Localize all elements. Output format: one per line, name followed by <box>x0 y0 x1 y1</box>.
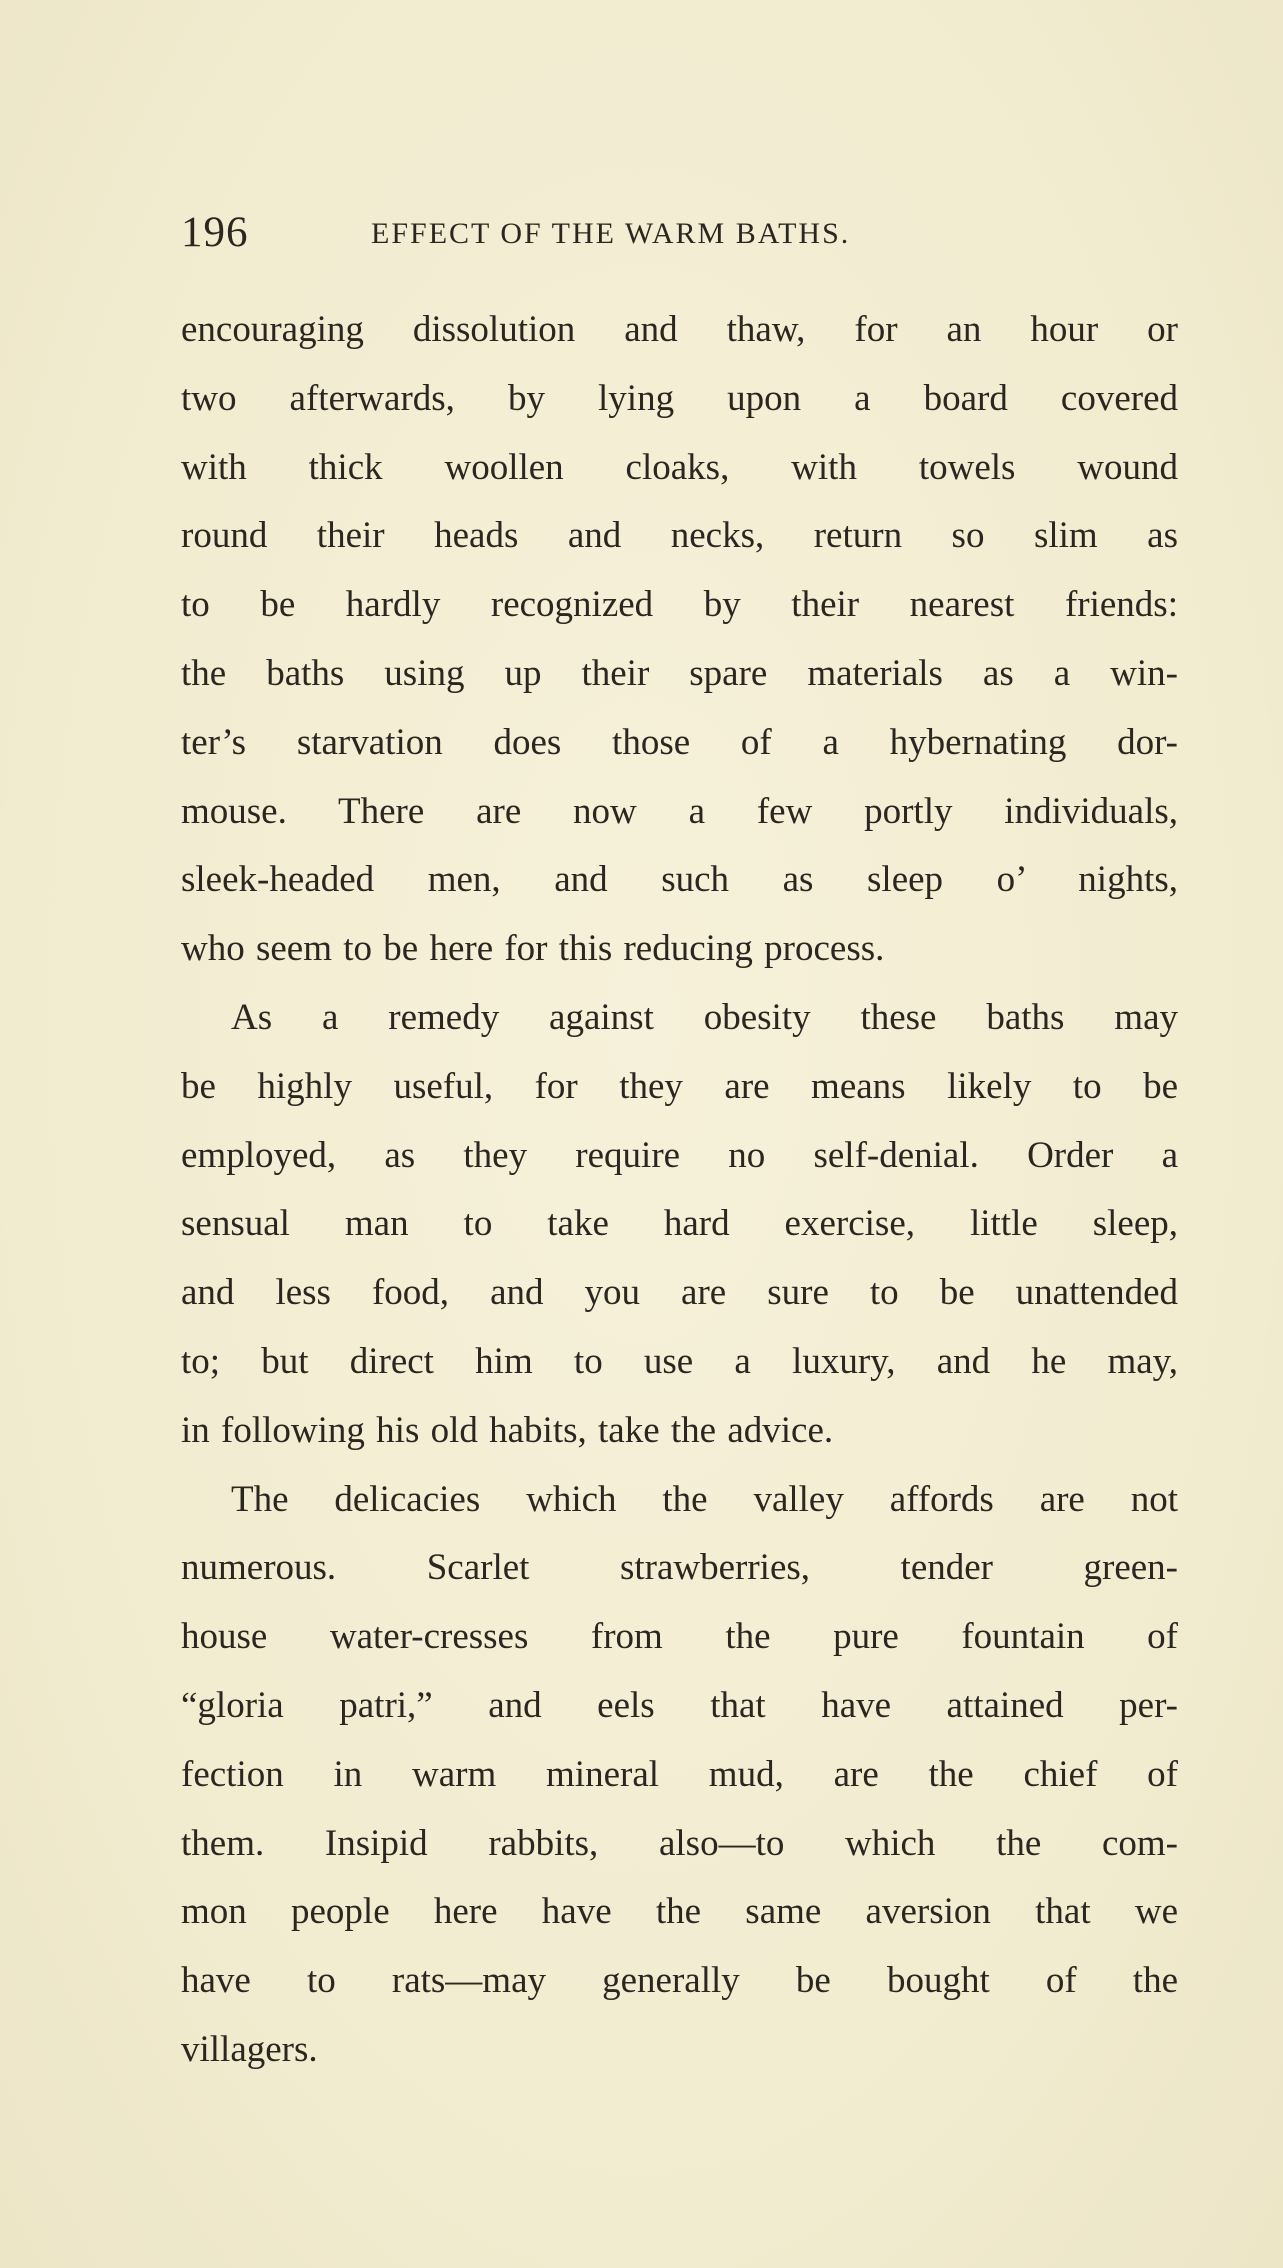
text-line: the baths using up their spare materials as a win- <box>181 652 1178 694</box>
text-line: two afterwards, by lying upon a board covered <box>181 377 1178 419</box>
text-line: mon people here have the same aversion that we <box>181 1891 1178 1933</box>
text-line: round their heads and necks, return so slim as <box>181 515 1178 557</box>
page-header <box>181 208 1181 268</box>
text-line: employed, as they require no self-denial. Order a <box>181 1134 1178 1176</box>
text-line: ter’s starvation does those of a hybernating dor- <box>181 721 1178 763</box>
text-line: to be hardly recognized by their nearest friends: <box>181 584 1178 626</box>
text-line: who seem to be here for this reducing process. <box>181 928 885 970</box>
text-line: be highly useful, for they are means likely to be <box>181 1065 1178 1107</box>
text-line: to; but direct him to use a luxury, and he may, <box>181 1340 1178 1382</box>
text-line: sleek-headed men, and such as sleep o’ nights, <box>181 859 1178 901</box>
body-text <box>181 296 1178 2085</box>
running-head: EFFECT OF THE WARM BATHS. <box>371 217 851 250</box>
text-line: numerous. Scarlet strawberries, tender green- <box>181 1547 1178 1589</box>
text-line: mouse. There are now a few portly individuals, <box>181 790 1178 832</box>
text-line: As a remedy against obesity these baths may <box>231 996 1178 1038</box>
text-line: sensual man to take hard exercise, little sleep, <box>181 1203 1178 1245</box>
text-line: them. Insipid rabbits, also—to which the com- <box>181 1822 1178 1864</box>
text-line: villagers. <box>181 2028 318 2070</box>
text-line: The delicacies which the valley affords are not <box>231 1478 1178 1520</box>
text-line: in following his old habits, take the advice. <box>181 1409 834 1451</box>
text-line: with thick woollen cloaks, with towels wound <box>181 446 1178 488</box>
page-number: 196 <box>181 209 249 256</box>
text-line: “gloria patri,” and eels that have attained per- <box>181 1684 1178 1726</box>
text-line: house water-cresses from the pure fountain of <box>181 1616 1178 1658</box>
text-line: and less food, and you are sure to be unattended <box>181 1272 1178 1314</box>
text-line: encouraging dissolution and thaw, for an hour or <box>181 309 1178 350</box>
text-line: fection in warm mineral mud, are the chief of <box>181 1753 1178 1795</box>
text-line: have to rats—may generally be bought of the <box>181 1960 1178 2002</box>
